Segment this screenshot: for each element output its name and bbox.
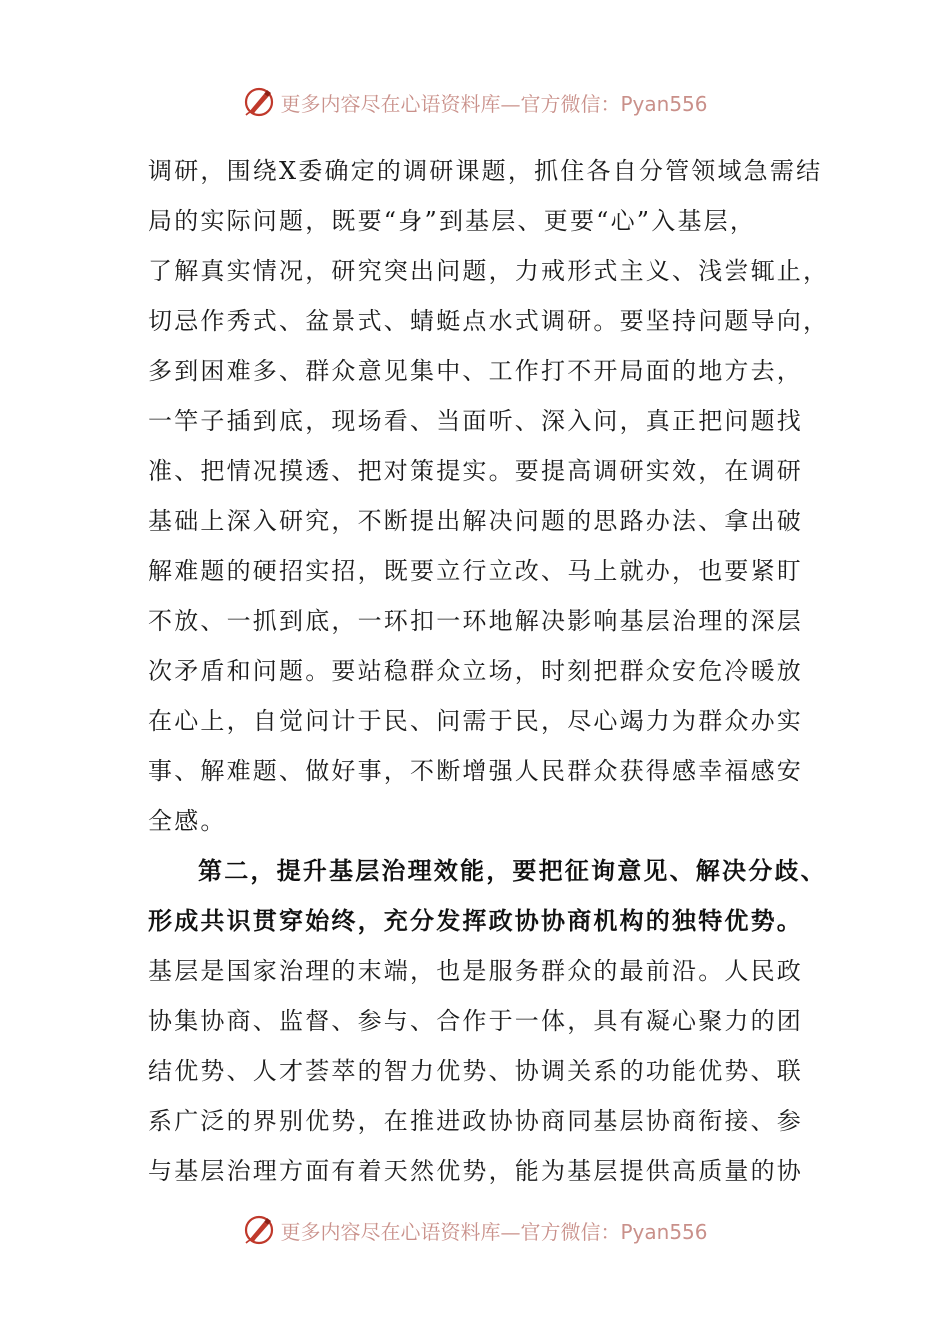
body-line: 基础上深入研究，不断提出解决问题的思路办法、拿出破 bbox=[148, 507, 803, 535]
pen-logo-icon bbox=[242, 85, 276, 119]
body-line: 准、把情况摸透、把对策提实。要提高调研实效，在调研 bbox=[148, 457, 803, 485]
body-line: 一竿子插到底，现场看、当面听、深入问，真正把问题找 bbox=[148, 407, 803, 435]
body-line: 不放、一抓到底，一环扣一环地解决影响基层治理的深层 bbox=[148, 607, 803, 635]
body-line: 了解真实情况，研究突出问题，力戒形式主义、浅尝辄止， bbox=[148, 257, 830, 285]
body-line: 与基层治理方面有着天然优势，能为基层提供高质量的协 bbox=[148, 1157, 803, 1185]
header-wechat-id: Pyan556 bbox=[620, 91, 708, 116]
body-line: 切忌作秀式、盆景式、蜻蜓点水式调研。要坚持问题导向， bbox=[148, 307, 830, 335]
pen-logo-icon bbox=[242, 1213, 276, 1247]
footer-banner-label: 更多内容尽在心语资料库—官方微信： bbox=[280, 1219, 621, 1244]
body-line: 解难题的硬招实招，既要立行立改、马上就办，也要紧盯 bbox=[148, 557, 803, 585]
body-line: 系广泛的界别优势，在推进政协协商同基层协商衔接、参 bbox=[148, 1107, 803, 1135]
footer-wechat-id: Pyan556 bbox=[620, 1219, 708, 1244]
footer-banner-text bbox=[280, 1216, 707, 1245]
document-body bbox=[148, 146, 828, 1196]
header-banner bbox=[0, 82, 950, 122]
header-banner-text bbox=[280, 88, 707, 117]
section-heading-line: 第二，提升基层治理效能，要把征询意见、解决分歧、 bbox=[198, 856, 827, 885]
body-line: 事、解难题、做好事，不断增强人民群众获得感幸福感安 bbox=[148, 757, 803, 785]
body-line: 多到困难多、群众意见集中、工作打不开局面的地方去， bbox=[148, 357, 803, 385]
header-banner-label: 更多内容尽在心语资料库—官方微信： bbox=[280, 91, 621, 116]
body-line: 在心上，自觉问计于民、问需于民，尽心竭力为群众办实 bbox=[148, 707, 803, 735]
section-heading-line: 形成共识贯穿始终，充分发挥政协协商机构的独特优势。 bbox=[148, 906, 803, 935]
footer-banner bbox=[0, 1210, 950, 1250]
body-line: 局的实际问题，既要“身”到基层、更要“心”入基层， bbox=[148, 207, 757, 235]
body-line: 基层是国家治理的末端，也是服务群众的最前沿。人民政 bbox=[148, 957, 803, 985]
body-line: 次矛盾和问题。要站稳群众立场，时刻把群众安危冷暖放 bbox=[148, 657, 803, 685]
body-line: 协集协商、监督、参与、合作于一体，具有凝心聚力的团 bbox=[148, 1007, 803, 1035]
body-line: 全感。 bbox=[148, 807, 227, 835]
body-line: 结优势、人才荟萃的智力优势、协调关系的功能优势、联 bbox=[148, 1057, 803, 1085]
body-line: 调研，围绕X委确定的调研课题，抓住各自分管领域急需结 bbox=[148, 157, 823, 185]
